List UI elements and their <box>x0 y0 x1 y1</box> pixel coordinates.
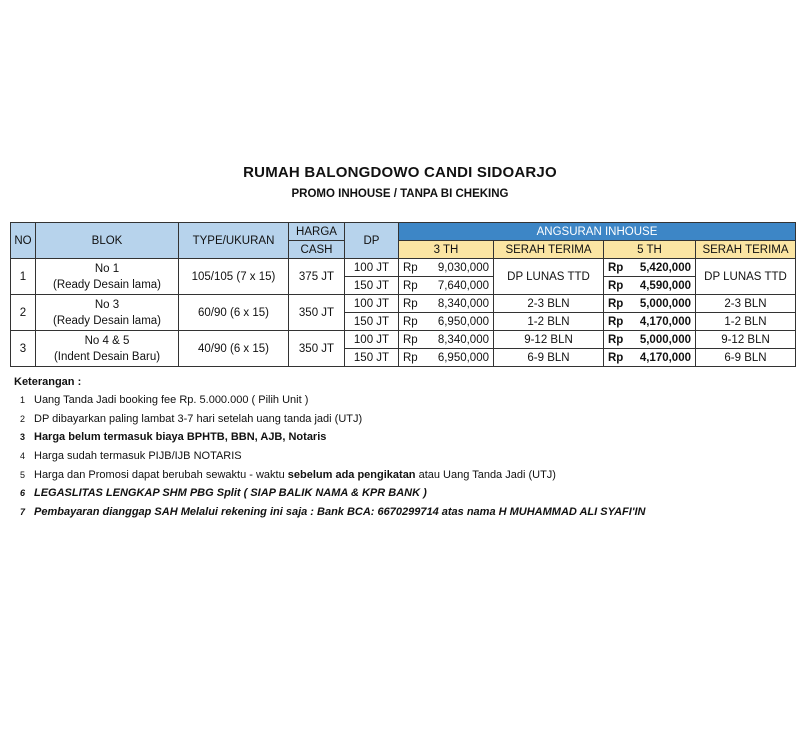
table-row <box>11 295 796 313</box>
note-text: Harga sudah termasuk PIJB/IJB NOTARIS <box>34 450 242 463</box>
table-row <box>11 331 796 349</box>
header-dp: DP <box>345 223 399 259</box>
row-harga: 350 JT <box>289 331 345 367</box>
row-5th: Rp 4,590,000 <box>604 277 696 295</box>
row-no: 3 <box>11 331 36 367</box>
row-serah-2: 1-2 BLN <box>696 313 796 331</box>
note-text: LEGASLITAS LENGKAP SHM PBG Split ( SIAP BALIK NAMA & KPR BANK ) <box>34 487 427 500</box>
row-type: 40/90 (6 x 15) <box>179 331 289 367</box>
row-serah-1: 9-12 BLN <box>494 331 604 349</box>
header-harga: HARGA <box>289 223 345 241</box>
row-3th: Rp 6,950,000 <box>399 349 494 367</box>
note-text: Harga belum termasuk biaya BPHTB, BBN, AJB, Notaris <box>34 431 327 444</box>
header-angsuran: ANGSURAN INHOUSE <box>399 223 796 241</box>
note-item <box>14 428 645 447</box>
table-row <box>11 259 796 277</box>
row-blok-name: No 3 <box>94 298 120 311</box>
note-number: 4 <box>20 451 26 462</box>
header-5th: 5 TH <box>604 241 696 259</box>
note-item <box>14 447 645 466</box>
row-type: 60/90 (6 x 15) <box>179 295 289 331</box>
note-item <box>14 391 645 410</box>
note-item <box>14 410 645 429</box>
row-blok-name: No 4 & 5 <box>84 334 130 347</box>
row-dp: 100 JT <box>345 295 399 313</box>
row-blok <box>36 331 179 367</box>
row-harga: 350 JT <box>289 295 345 331</box>
note-number: 7 <box>20 506 26 517</box>
row-no: 2 <box>11 295 36 331</box>
row-dp: 100 JT <box>345 259 399 277</box>
notes-section <box>14 376 645 521</box>
page-subtitle: PROMO INHOUSE / TANPA BI CHEKING <box>291 188 509 200</box>
note-number: 2 <box>20 413 26 424</box>
page-title: RUMAH BALONGDOWO CANDI SIDOARJO <box>243 164 557 181</box>
header-no: NO <box>11 223 36 259</box>
row-blok-note: (Ready Desain lama) <box>52 278 161 291</box>
row-harga: 375 JT <box>289 259 345 295</box>
row-blok-note: (Ready Desain lama) <box>52 314 161 327</box>
row-dp: 150 JT <box>345 277 399 295</box>
price-table <box>10 222 796 367</box>
row-3th: Rp 6,950,000 <box>399 313 494 331</box>
row-dp: 150 JT <box>345 349 399 367</box>
row-3th: Rp 9,030,000 <box>399 259 494 277</box>
row-blok-note: (Indent Desain Baru) <box>53 350 161 363</box>
row-serah-1: 1-2 BLN <box>494 313 604 331</box>
row-5th: Rp 4,170,000 <box>604 313 696 331</box>
header-serah-terima-1: SERAH TERIMA <box>494 241 604 259</box>
row-serah-1: 2-3 BLN <box>494 295 604 313</box>
row-serah-2: 9-12 BLN <box>696 331 796 349</box>
header-3th: 3 TH <box>399 241 494 259</box>
row-type: 105/105 (7 x 15) <box>179 259 289 295</box>
row-5th: Rp 5,000,000 <box>604 331 696 349</box>
note-number: 5 <box>20 469 26 480</box>
row-5th: Rp 4,170,000 <box>604 349 696 367</box>
row-dp: 100 JT <box>345 331 399 349</box>
note-text: Pembayaran dianggap SAH Melalui rekening ini saja : Bank BCA: 6670299714 atas nama H MUHAMMAD ALI SYAFI'IN <box>34 505 646 518</box>
note-number: 6 <box>20 488 26 499</box>
row-no: 1 <box>11 259 36 295</box>
row-serah-2: DP LUNAS TTD <box>696 259 796 295</box>
row-dp: 150 JT <box>345 313 399 331</box>
row-blok <box>36 259 179 295</box>
row-5th: Rp 5,420,000 <box>604 259 696 277</box>
row-serah-2: 2-3 BLN <box>696 295 796 313</box>
row-serah-2: 6-9 BLN <box>696 349 796 367</box>
row-blok-name: No 1 <box>94 262 120 275</box>
header-type: TYPE/UKURAN <box>179 223 289 259</box>
row-3th: Rp 7,640,000 <box>399 277 494 295</box>
header-cash: CASH <box>289 241 345 259</box>
row-serah-1: DP LUNAS TTD <box>494 259 604 295</box>
note-item <box>14 484 645 503</box>
note-text: Harga dan Promosi dapat berubah sewaktu - waktu sebelum ada pengikatan atau Uang Tanda Jadi (UTJ) <box>34 468 556 481</box>
header-blok: BLOK <box>36 223 179 259</box>
note-number: 1 <box>20 395 26 406</box>
note-number: 3 <box>20 432 26 443</box>
row-blok <box>36 295 179 331</box>
note-text: Uang Tanda Jadi booking fee Rp. 5.000.000 ( Pilih Unit ) <box>34 394 309 407</box>
notes-heading: Keterangan : <box>14 376 82 388</box>
row-5th: Rp 5,000,000 <box>604 295 696 313</box>
note-item <box>14 465 645 484</box>
note-text: DP dibayarkan paling lambat 3-7 hari setelah uang tanda jadi (UTJ) <box>34 412 363 425</box>
note-item <box>14 503 645 522</box>
header-serah-terima-2: SERAH TERIMA <box>696 241 796 259</box>
row-3th: Rp 8,340,000 <box>399 331 494 349</box>
row-3th: Rp 8,340,000 <box>399 295 494 313</box>
row-serah-1: 6-9 BLN <box>494 349 604 367</box>
